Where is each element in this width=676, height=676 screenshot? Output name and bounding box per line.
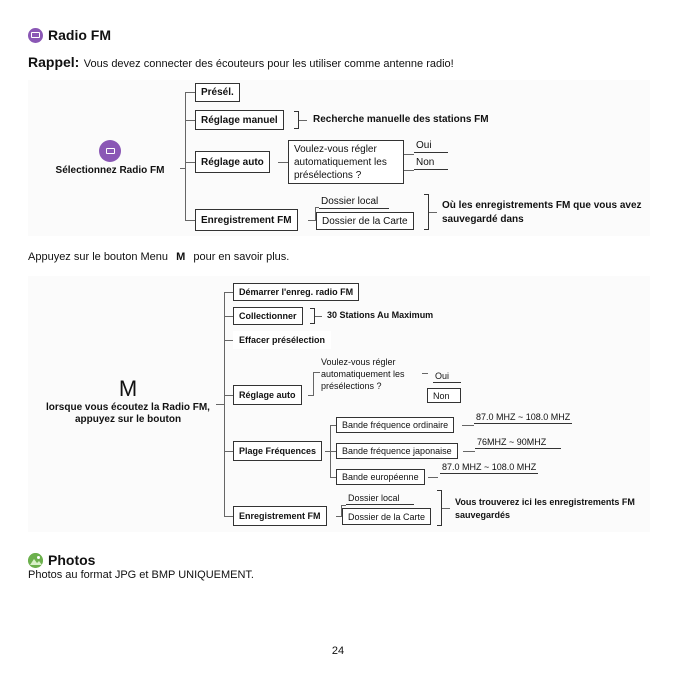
photos-header (28, 552, 95, 568)
menu-key: M (176, 251, 186, 263)
effacer-node: Effacer présélection (233, 331, 331, 349)
enreg-note: Où les enregistrements FM que vous avez sauvegardé dans (442, 200, 642, 225)
bande-japonaise-node: Bande fréquence japonaise (336, 443, 458, 459)
dossier-carte-option: Dossier de la Carte (316, 212, 414, 230)
radio-fm-header (28, 27, 111, 43)
diagram2-root-label: lorsque vous écoutez la Radio FM, appuyez sur le bouton (46, 402, 210, 425)
auto-question-box (288, 140, 404, 184)
bande-ordinaire-node: Bande fréquence ordinaire (336, 417, 454, 433)
non-option: Non (414, 157, 448, 170)
dossier-carte-option-2: Dossier de la Carte (342, 508, 431, 525)
reglage-manuel-node: Réglage manuel (195, 110, 284, 130)
bande-europeenne-range: 87.0 MHZ ~ 108.0 MHZ (442, 462, 537, 472)
reglage-auto-node: Réglage auto (195, 151, 270, 173)
photo-icon (28, 553, 43, 568)
auto-question-2: Voulez-vous régler automatiquement les présélections ? (321, 357, 405, 391)
photos-text: Photos au format JPG et BMP UNIQUEMENT. (28, 569, 254, 581)
radio-icon (99, 140, 121, 162)
non-option-2: Non (427, 388, 461, 403)
diagram1-root (40, 140, 180, 176)
enreg-note-2: Vous trouverez ici les enregistrements FM sauvegardés (455, 497, 635, 520)
enregistrement2-node: Enregistrement FM (233, 506, 327, 526)
rappel-label: Rappel: (28, 54, 80, 70)
rappel-text: Vous devez connecter des écouteurs pour les utiliser comme antenne radio! (83, 58, 454, 70)
bande-ordinaire-range: 87.0 MHZ ~ 108.0 MHZ (476, 412, 571, 422)
photos-title: Photos (48, 552, 96, 568)
menu-symbol: M (118, 376, 138, 401)
presel-node: Présél. (195, 83, 240, 102)
rappel-line (28, 54, 454, 72)
oui-option: Oui (414, 140, 448, 153)
bande-japonaise-range: 76MHZ ~ 90MHZ (475, 437, 561, 449)
collectionner-node: Collectionner (233, 307, 303, 325)
radio-icon (28, 28, 43, 43)
demarrer-node: Démarrer l'enreg. radio FM (233, 283, 359, 301)
section-title: Radio FM (48, 27, 111, 43)
collectionner-note: 30 Stations Au Maximum (327, 310, 434, 320)
oui-option-2: Oui (433, 371, 461, 383)
diagram1-root-label: Sélectionnez Radio FM (55, 165, 165, 176)
enregistrement-node: Enregistrement FM (195, 209, 298, 231)
plage-node: Plage Fréquences (233, 441, 322, 461)
reglage-auto2-node: Réglage auto (233, 385, 302, 405)
diagram2-root (40, 378, 216, 426)
reglage-manuel-note: Recherche manuelle des stations FM (313, 114, 489, 125)
bande-europeenne-node: Bande européenne (336, 469, 425, 485)
menu-instruction: Appuyez sur le bouton Menu M pour en savoir plus. (28, 251, 290, 263)
dossier-local-option-2: Dossier local (346, 493, 414, 505)
page-number: 24 (331, 645, 345, 657)
dossier-local-option: Dossier local (319, 196, 389, 209)
auto-question: Voulez-vous régler automatiquement les présélections ? (294, 143, 387, 181)
